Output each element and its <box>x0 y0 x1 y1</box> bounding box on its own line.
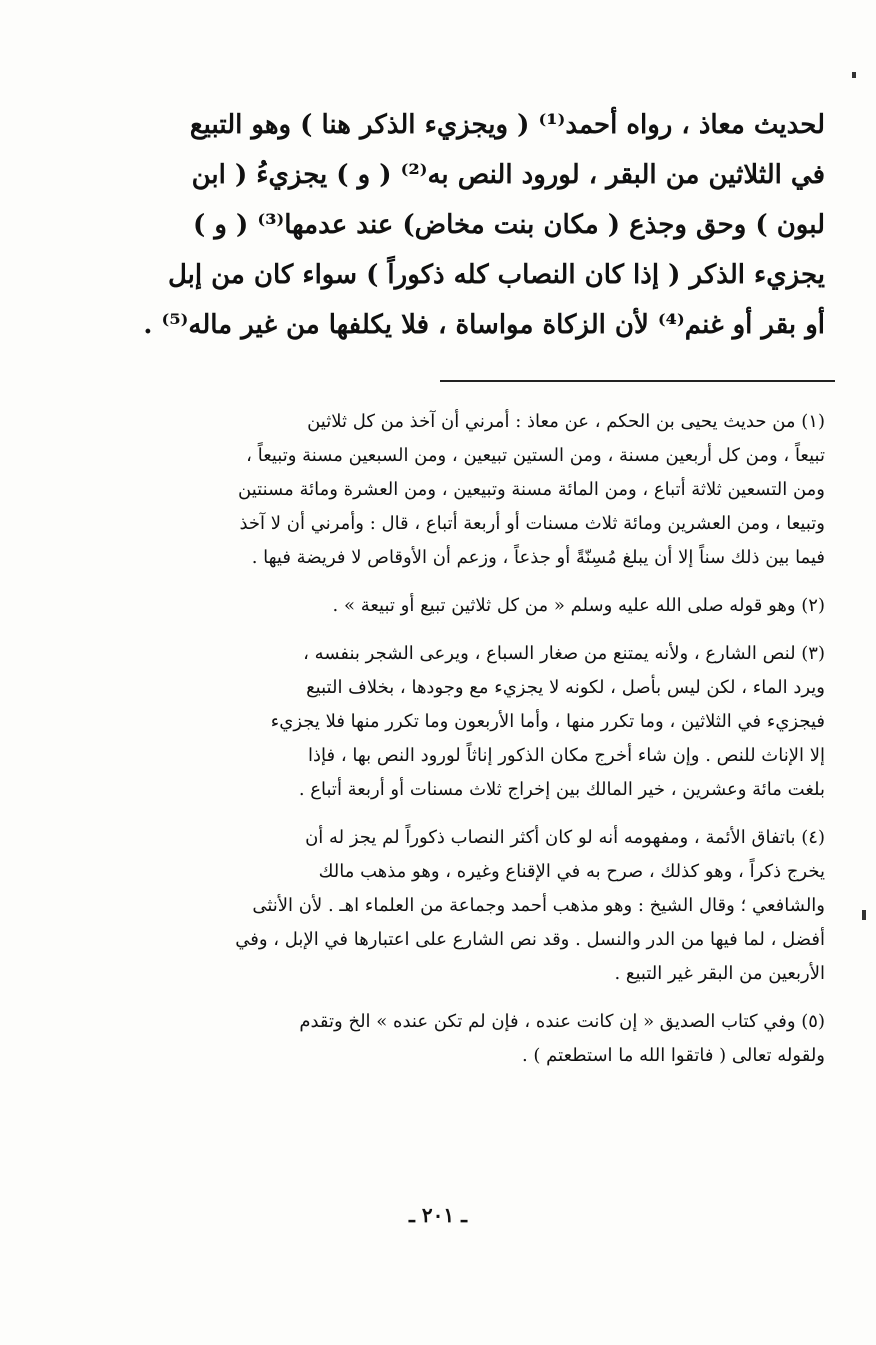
footnote-5 <box>100 1005 825 1073</box>
page-number: ـ ٢٠١ ـ <box>409 1203 467 1227</box>
footnote-1 <box>100 405 825 575</box>
main-text-line: يجزيء الذكر ( إذا كان النصاب كله ذكوراً ) سواء كان من إبل <box>167 260 825 290</box>
footnote-line: فيما بين ذلك سناً إلا أن يبلغ مُسِنّةً أو جذعاً ، وزعم أن الأوقاص لا فريضة فيها . <box>251 547 825 568</box>
footnote-3 <box>100 637 825 807</box>
main-text-line: أو بقر أو غنم⁽⁴⁾ لأن الزكاة مواساة ، فلا يكلفها من غير ماله⁽⁵⁾ . <box>143 310 825 340</box>
main-text-line: لحديث معاذ ، رواه أحمد⁽¹⁾ ( ويجزيء الذكر هنا ) وهو التبيع <box>189 110 825 140</box>
footnote-divider <box>440 380 835 382</box>
main-text-line: لبون ) وحق وجذع ( مكان بنت مخاض) عند عدمها⁽³⁾ ( و ) <box>193 210 825 240</box>
footnote-line: ولقوله تعالى ( فاتقوا الله ما استطعتم ) . <box>521 1045 825 1066</box>
footnote-line: (١) من حديث يحيى بن الحكم ، عن معاذ : أمرني أن آخذ من كل ثلاثين <box>307 411 825 432</box>
scan-mark <box>852 72 856 78</box>
footnote-line: بلغت مائة وعشرين ، خير المالك بين إخراج ثلاث مسنات أو أربعة أتباع . <box>298 779 825 800</box>
footnote-line: (٣) لنص الشارع ، ولأنه يمتنع من صغار السباع ، ويرعى الشجر بنفسه ، <box>303 643 825 664</box>
footnote-line: تبيعاً ، ومن كل أربعين مسنة ، ومن الستين تبيعين ، ومن السبعين مسنة وتبيعاً ، <box>246 445 825 466</box>
main-text-block <box>100 100 825 350</box>
footnote-line: (٤) باتفاق الأئمة ، ومفهومه أنه لو كان أكثر النصاب ذكوراً لم يجز له أن <box>305 827 825 848</box>
footnote-line: وتبيعا ، ومن العشرين ومائة ثلاث مسنات أو أربعة أتباع ، قال : وأمرني أن لا آخذ <box>239 513 825 534</box>
footnote-line: الأربعين من البقر غير التبيع . <box>614 963 825 984</box>
scan-mark <box>862 910 866 920</box>
footnote-line: (٢) وهو قوله صلى الله عليه وسلم « من كل ثلاثين تبيع أو تبيعة » . <box>332 595 825 616</box>
footnote-line: ويرد الماء ، لكن ليس بأصل ، لكونه لا يجزيء مع وجودها ، بخلاف التبيع <box>306 677 825 698</box>
footnote-line: إلا الإناث للنص . وإن شاء أخرج مكان الذكور إناثاً لورود النص بها ، فإذا <box>308 745 825 766</box>
footnote-line: ومن التسعين ثلاثة أتباع ، ومن المائة مسنة وتبيعين ، ومن العشرة ومائة مسنتين <box>238 479 825 500</box>
footnote-line: يخرج ذكراً ، وهو كذلك ، صرح به في الإقناع وغيره ، وهو مذهب مالك <box>318 861 825 882</box>
footnote-line: (٥) وفي كتاب الصديق « إن كانت عنده ، فإن لم تكن عنده » الخ وتقدم <box>299 1011 825 1032</box>
footnote-line: أفضل ، لما فيها من الدر والنسل . وقد نص الشارع على اعتبارها في الإبل ، وفي <box>235 929 825 950</box>
footnotes-block <box>100 405 825 1087</box>
footnote-4 <box>100 821 825 991</box>
footnote-line: فيجزيء في الثلاثين ، وما تكرر منها ، وأما الأربعون وما تكرر منها فلا يجزيء <box>270 711 825 732</box>
footnote-2 <box>100 589 825 623</box>
main-text-line: في الثلاثين من البقر ، لورود النص به⁽²⁾ ( و ) يجزيءُ ( ابن <box>191 160 825 190</box>
footnote-line: والشافعي ؛ وقال الشيخ : وهو مذهب أحمد وجماعة من العلماء اهـ . لأن الأنثى <box>252 895 825 916</box>
